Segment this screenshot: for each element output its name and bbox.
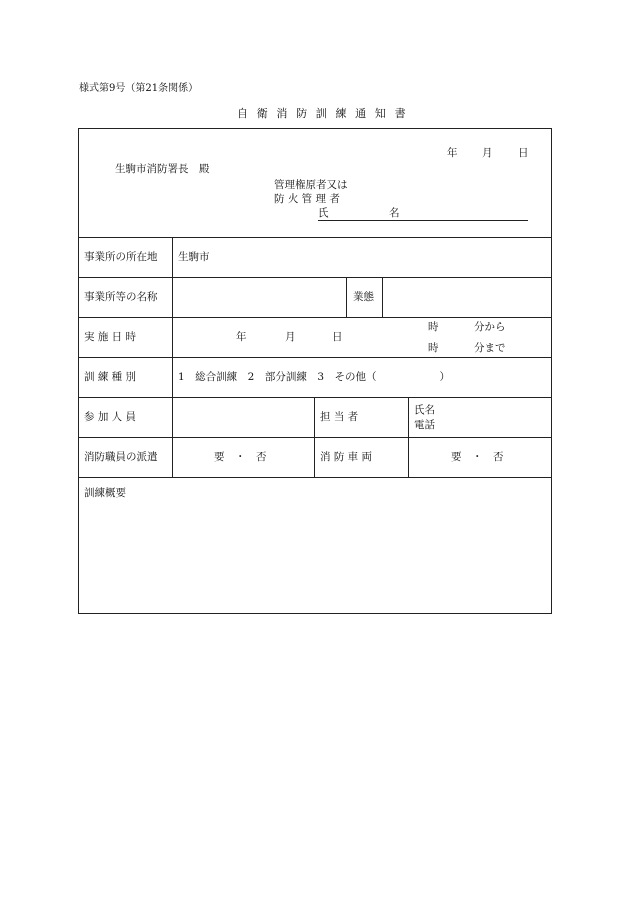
person-in-charge-label: 担 当 者 — [320, 411, 359, 423]
form-number: 様式第9号（第21条関係） — [79, 83, 199, 94]
document-title: 自 衛 消 防 訓 練 通 知 書 — [237, 107, 409, 120]
column-divider — [314, 397, 315, 477]
sender-name-label-2: 名 — [389, 207, 400, 219]
row-divider — [78, 477, 552, 478]
date-month-label: 月 — [482, 147, 493, 159]
datetime-year: 年 — [236, 331, 247, 343]
participants-label: 参 加 人 員 — [84, 411, 137, 423]
row-divider — [78, 317, 552, 318]
contact-name-label: 氏名 — [414, 404, 435, 416]
column-divider — [346, 277, 347, 317]
datetime-minute-to: 分まで — [474, 342, 506, 354]
row-divider — [78, 357, 552, 358]
datetime-month: 月 — [285, 331, 296, 343]
column-divider — [408, 397, 409, 477]
dispatch-value: 要 ・ 否 — [214, 451, 267, 463]
column-divider — [382, 277, 383, 317]
date-year-label: 年 — [447, 147, 458, 159]
training-summary-label: 訓練概要 — [84, 487, 126, 499]
label-column-divider — [172, 237, 173, 477]
row-divider — [78, 237, 552, 238]
row-divider — [78, 397, 552, 398]
fire-vehicle-value: 要 ・ 否 — [451, 451, 504, 463]
business-name-label: 事業所等の名称 — [84, 291, 158, 303]
datetime-day: 日 — [332, 331, 343, 343]
addressee: 生駒市消防署長 殿 — [115, 163, 210, 175]
location-label: 事業所の所在地 — [84, 251, 158, 263]
row-divider — [78, 437, 552, 438]
contact-phone-label: 電話 — [414, 419, 435, 431]
datetime-hour-from: 時 — [428, 321, 439, 333]
dispatch-label: 消防職員の派遣 — [84, 451, 158, 463]
sender-name-label-1: 氏 — [318, 207, 329, 219]
date-day-label: 日 — [518, 147, 529, 159]
business-type-label: 業態 — [353, 291, 374, 303]
row-divider — [78, 277, 552, 278]
datetime-hour-to: 時 — [428, 342, 439, 354]
datetime-label: 実 施 日 時 — [84, 331, 137, 343]
sender-title-line1: 管理権原者又は — [274, 179, 348, 191]
signature-underline — [318, 220, 528, 221]
training-type-label: 訓 練 種 別 — [84, 371, 137, 383]
datetime-minute-from: 分から — [474, 321, 506, 333]
sender-title-line2: 防 火 管 理 者 — [274, 193, 340, 205]
location-value: 生駒市 — [178, 251, 210, 263]
fire-vehicle-label: 消 防 車 両 — [320, 451, 373, 463]
training-type-options: 1 総合訓練 2 部分訓練 3 その他（ ） — [178, 371, 451, 383]
